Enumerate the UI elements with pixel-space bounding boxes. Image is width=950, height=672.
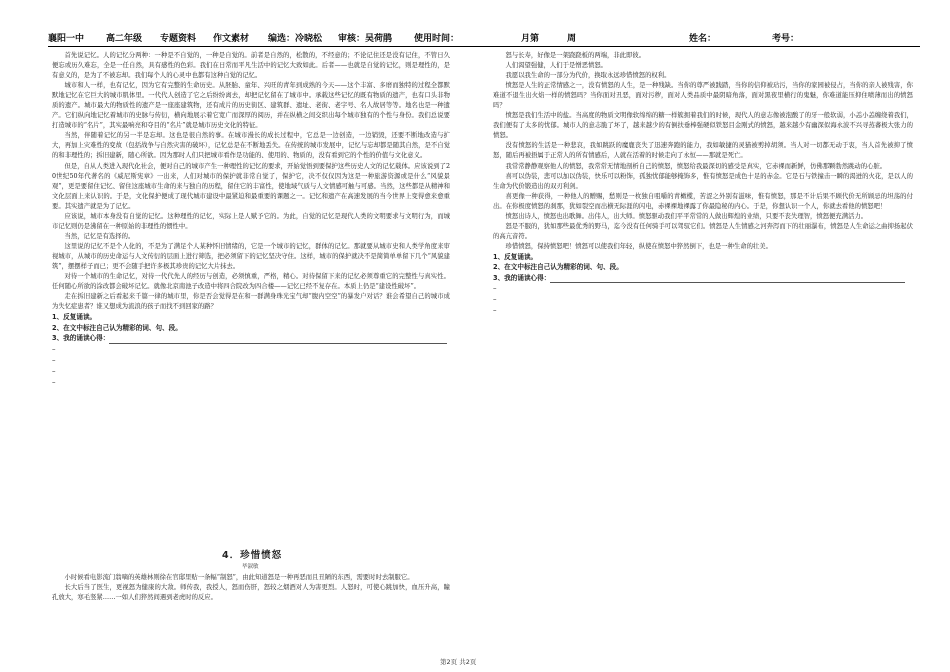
answer-dash[interactable]: – [493,306,497,315]
paragraph: 对待一个城市的生命记忆，对待一代代先人的经历与创造，必须慎重，严格，精心。对待保留下来的记忆必须尊重它的完整性与真实性。任何随心所欲的涂改都会破坏记忆。就像北京南池子改造中将四合院改为四合楼——记忆已经不复存在。本质上仍是“建设性破坏”。 [52,273,450,291]
paragraph: 没有愤怒的生活是一种悲哀，我如跳跃的魔鹿丧失了迅速奔跑的能力，我如敏捷的灵猫被剪掉胡须。当人对一切都无动于衷，当人首先被抑了愤怒，随后再被捂属于正常人的所有情感后，人就在活着的时候走向了永恒——那就是死亡。 [493,142,913,160]
paragraph: 当然，伴随着记忆的另一半是忘却。这也是很自然的事。在城市漫长的成长过程中，它总是一边创造，一边销毁，还要不断地改造与扩大，再加上灾难性的变故（包括战争与自然灾害的破坏），记忆总是在不断地丢失。在传统的城市发展中，记忆与忘却都是随其自然，是不自觉的和非理性的；拆旧建新，随心所欲。因为那时人们只把城市看作是功能的、使用的、物质的，没有看到它的个性的价值与文化意义。 [52,132,450,160]
left-column [52,51,450,388]
article-body [52,573,450,603]
reviewer: 审核：吴荷鹃 [338,34,393,44]
paragraph: 怒与长寿，好像是一架跷跷板的两端，非此即彼。 [505,52,646,59]
paragraph: 小时候看电影流门翁嘀的英雄林则徐在官邸里贴一条幅“制怒”，由此知道怒是一种再恶而且丑陋的东西，需要时时去制服它。 [64,574,414,581]
paragraph: 人们渴望强健，人们于是憎恶愤怒。 [505,62,608,70]
name-label: 姓名： [689,34,717,44]
answer-dash[interactable]: – [493,284,497,293]
paragraph: 走在拆旧建新之后看起来千篇一律的城市里，你是否会觉得是在和一群满身珠光宝气却“腹内空空”的暴发户对话？谁会希望自己的城市成为失忆症患者？谁又想成为流浪的孩子而找不到回家的路？ [52,293,450,311]
paragraph: 我常常静静观察他人的愤怒，我常常无情地剖析自己的愤怒，愤怒给我最深切的感受是真实，它赤裸而新鲜，仿佛那颗勃然跳动的心脏。 [505,162,887,170]
paragraph: 愤怒是我们生活中的盐。当高度的物质文明像软绵绵的糖一样簇拥着我们的时候，现代人的意志像被泡酸了的牙一般软弱，小恙小恙缠绕着我们，我们便有了太多的忧郁。城市人的意志脆了坏了，越来越少的有倒扶垂棒强硬似铁怒目金刚式的愤怒，越来越少有幽深似海永波不兴寻蒸蕃极大张力的愤怒。 [493,112,913,140]
article-title: 4．珍惜愤怒 [222,550,283,561]
answer-dash[interactable]: – [493,295,497,304]
question-annotate: 2、在文中标注自己认为精彩的词、句、段。 [52,323,182,332]
paragraph: 喜可以伪装，悲可以加以伪装，快乐可以粉饰，孤独忧郁能够掩饰多，惟有愤怒是成色十足的赤金。它是石与铁撞击一瞬的渴迸的火花，是以人的生命为代价锻造出的双刃利剑。 [493,172,913,190]
article-author: 毕淑敏 [242,564,259,570]
paragraph: 长大后当了医生，更视怒为健康的大敌。师传我，我授人，怒而伤肝，怒较之烟酒对人为害更烈。人怒时，可使心跳加快，血压升高，瞳孔放大，寒毛竖紧……一如人们猝然间遇到老虎时的反应。 [52,584,450,602]
grade: 高二年级 [106,34,143,44]
question-reflection [493,273,913,284]
paragraph: 这里说的记忆不是个人化的，不是为了满足个人某种怀旧情绪的，它是一个城市的记忆，群体的记忆。那就要从城市史和人类学角度来审视城市，从城市的历史命运与人文传衍的层面上进行筛选，把必须留下的记忆坚决守住。这样，城市的保护就决不是简简单单留下几个“风貌建筑”，摆摆样子而已；更不会随手把许多极其珍贵的记忆大片抹去。 [52,242,450,270]
paragraph: 我愿以我生命的一部分为代价，换取永远珍惜愤怒的权利。 [505,72,671,80]
reflection-label: 3、我的诵读心得： [493,273,551,282]
paragraph: 愤怒出诗人，愤怒也出歌舞。出伟人，出大师。愤怒驱动我们平平常常的人做出辉煌的业绩，只要不丧失理智，愤怒便充满活力。 [505,212,868,220]
header-rule [48,46,920,47]
exam-number-label: 考号： [772,34,800,44]
question-reread: 1、反复诵读。 [52,313,97,322]
answer-dash[interactable]: – [52,366,56,375]
paragraph: 但是，自从人类进入现代化社会，便对自己的城市产生一种理性的记忆的要求，开始觉悟到要保护这些历史人文的记忆载体。应该说到了20世纪50年代著名的《威尼斯宪章》一出来，人们对城市的保护就非常自觉了，保护它，决不仅仅因为这是一种旅游资源或是什么“风貌景观”，更是要留住记忆、留住这座城市生命的来与独自的历程，留住它的丰富性，使地域气质与人文情感可触与可感。当然，这些都是从精神和文化层面上来认识的。于是，文化保护便成了现代城市建设中最紧迫和最重要的课题之一。记忆和遗产在高速发展的当今世界上变得愈来愈重要。其实遗产就是为了记忆。 [52,162,450,210]
answer-dash[interactable]: – [52,344,56,353]
page-number: 第2页 共2页 [440,658,477,666]
material-type: 作文素材 [213,34,250,44]
week-label: 周 [567,34,577,44]
paragraph: 愤怒是人生的正常情感之一，没有愤怒的人生，是一种残缺。当你的尊严被践踏，当你的信仰被玷污，当你的家园被侵占，当你的亲人被残害，你难道不退生出火焰一样的愤怒吗？当你面对丑恶，面对污秽，面对人类品质中最阴暗角落，面对黑夜里横行的鬼魅，你难道能压抑住喷薄而出的愤怒吗？ [493,82,913,110]
answer-dash[interactable]: – [52,355,56,364]
paragraph: 怒是不服的，犹如那些最优秀的野马，迄今没有任何骑手可以驾驭它们。愤怒是人生情感之河奔泻而下的壮丽瀑布，愤怒是人生命运之曲抑扬起伏的高亢音符。 [493,222,913,240]
paragraph: 城市和人一样，也有记忆，因为它有完整的生命历史。从胚胎、童年、兴旺的青年到成熟的今天——这个丰富、多磨而独特的过程全都默默地记忆在它巨大的城市肌体里。一代代人创造了它之后纷纷离去，却把记忆留在了城市中。承载这些记忆的既有物质的遗产，也有口头非物质的遗产。城市最大的物质性的遗产是一座座建筑物，还有成片的历史街区、建筑群、遗址、老街、老字号、名人故居等等。地名也是一种遗产。它们纵向地记忆着城市的史脉与传衍，横向地展示着它宽广而深厚的阅历，并在纵横之间交织出每个城市独有的个性与身份。我们总说要打造城市的“名片”，其实最响亮和夺目的“名片”就是城市历史文化的特征。 [52,82,450,130]
question-annotate: 2、在文中标注自己认为精彩的词、句、段。 [493,263,623,272]
paragraph: 首先说记忆。人的记忆分两种：一种是不自觉的，一种是自觉的。前者是自然的，松散的，不经意的；不论记住还是没有记住，不管日久便忘或历久难忘，全是一任自然，具有感性的色彩。我们在日常而平凡生活中的记忆大致如此。后者——也就是自觉的记忆，则是理性的，是有意义的，是为了不被忘却。我们每个人的心灵中也都有这种自觉的记忆。 [52,52,450,80]
editor: 编选：冷晓松 [268,34,323,44]
school-name: 襄阳一中 [48,34,85,44]
paragraph: 应该说，城市本身没有自觉的记忆。这种理性的记忆，实际上是人赋予它的。为此，自觉的记忆是现代人类的文明要求与文明行为，而城市记忆则仍是沸留在一种原始的非理性的惯性中。 [52,212,450,230]
question-reflection [52,333,450,344]
right-column [493,51,913,316]
header-bar [48,31,948,45]
subject: 专题资料 [160,34,197,44]
paragraph: 喜更像一种获得，一种他人的赠赐，愁则是一枚独自咀嚼的青橄榄，苦涩之外别有滋味，惟有愤怒，那是不计后果不顾代价无所顾忌的坦荡的付出。在你极度愤怒的刹那，犹如裂空而出横无际涯的闪电，赤裸裸地裸露了你最隐秘的内心。于是，你想认识一个人，你就去看他的愤怒吧！ [493,192,913,210]
use-time-label: 使用时间： [414,34,460,44]
paragraph: 当然，记忆是有选择的。 [64,232,135,240]
month-label: 月第 [521,34,540,44]
answer-line[interactable] [109,335,447,344]
answer-dash[interactable]: – [52,377,56,386]
question-reread: 1、反复诵读。 [493,252,538,261]
reflection-label: 3、我的诵读心得： [52,334,110,343]
paragraph: 珍惜愤怒，保持愤怒吧！愤怒可以使我们年轻，纵使在愤怒中猝然倒下，也是一种生命的壮美。 [505,242,772,250]
answer-line[interactable] [550,274,905,283]
